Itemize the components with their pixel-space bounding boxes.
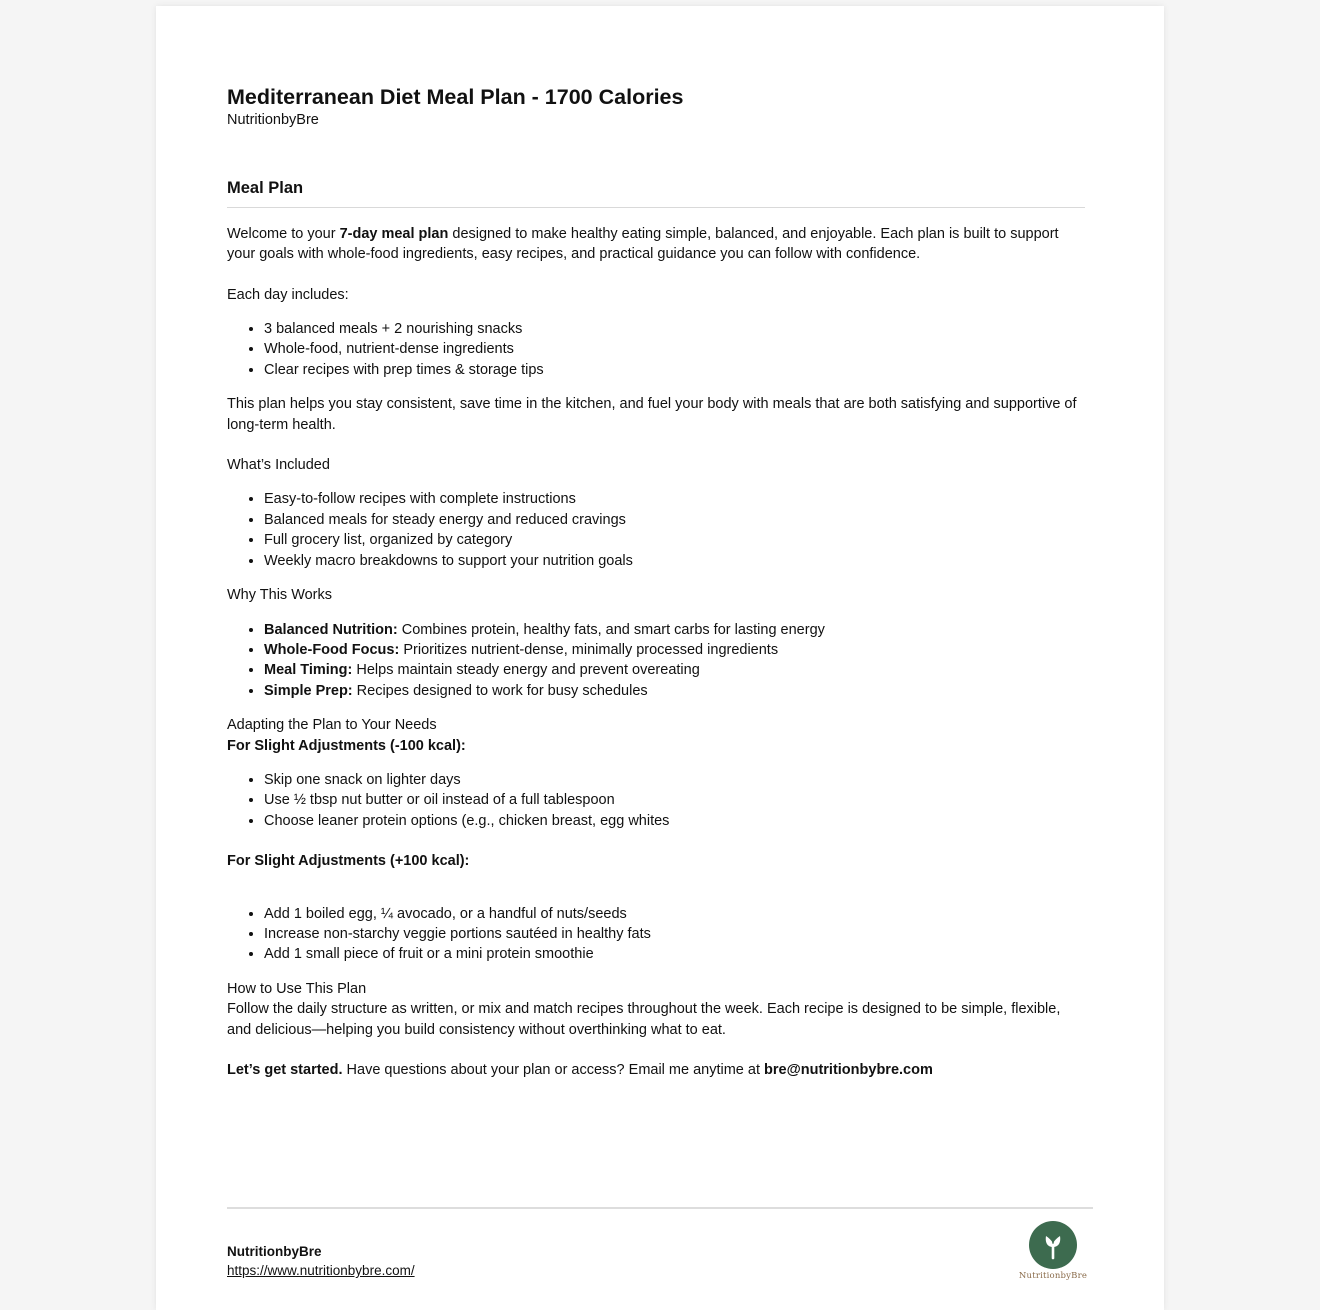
list-item: • Increase non-starchy veggie portions sautéed in healthy fats (264, 924, 1085, 944)
how-to-use-paragraph: Follow the daily structure as written, or mix and match recipes throughout the week. Each recipe is designed to be simple, flexible, and delicious—helping you build consistency without overthinking what to eat. (227, 1001, 1061, 1038)
document-page (156, 6, 1164, 1310)
minus-adjustments-heading-text: For Slight Adjustments (-100 kcal): (227, 737, 466, 754)
list-item: • Full grocery list, organized by category (264, 530, 1085, 550)
footer-website-link[interactable]: https://www.nutritionbybre.com/ (227, 1263, 415, 1278)
footer-info (227, 1242, 415, 1280)
why-works-label: Why This Works (227, 587, 333, 604)
footer-divider (227, 1207, 1093, 1209)
whats-included-list (227, 489, 1085, 571)
list-item: • Choose leaner protein options (e.g., chicken breast, egg whites (264, 811, 1085, 831)
list-item: • Clear recipes with prep times & storage tips (264, 360, 1085, 380)
plus-adjustments-list (227, 904, 1085, 965)
list-item: • Whole-food, nutrient-dense ingredients (264, 339, 1085, 359)
logo-circle (1029, 1221, 1077, 1269)
list-item-desc: Helps maintain steady energy and prevent overeating (352, 662, 700, 679)
fork-leaf-icon (1038, 1230, 1068, 1260)
intro-bold-text: 7-day meal plan (339, 225, 449, 242)
intro-paragraph (227, 224, 1085, 265)
brand-logo (1006, 1221, 1100, 1283)
intro-text-start: Welcome to your (227, 225, 340, 242)
list-item: • Add 1 boiled egg, ¼ avocado, or a handful of nuts/seeds (264, 904, 1085, 924)
list-item-term: Meal Timing: (264, 662, 353, 679)
list-item (264, 620, 1085, 640)
footer-brand: NutritionbyBre (227, 1244, 322, 1259)
adapting-label: Adapting the Plan to Your Needs (227, 717, 437, 734)
list-item-desc: Recipes designed to work for busy schedules (352, 682, 648, 699)
plus-adjustments-heading-text: For Slight Adjustments (+100 kcal): (227, 853, 470, 870)
document-author: NutritionbyBre (227, 112, 319, 128)
document-title: Mediterranean Diet Meal Plan - 1700 Calories (227, 85, 684, 109)
section-heading-meal-plan: Meal Plan (227, 178, 1085, 207)
intro-text-end: designed to make healthy eating simple, balanced, and enjoyable. Each plan is built to support your goals with whole-food ingredients, easy recipes, and practical guidance you can follow with confidence. (227, 225, 1059, 263)
list-item (264, 681, 1085, 701)
contact-email[interactable]: bre@nutritionbybre.com (764, 1062, 933, 1078)
list-item-term: Simple Prep: (264, 682, 353, 699)
list-item: • Skip one snack on lighter days (264, 770, 1085, 790)
each-day-label: Each day includes: (227, 286, 349, 303)
minus-adjustments-heading (227, 736, 1085, 756)
list-item: • Use ½ tbsp nut butter or oil instead of a full tablespoon (264, 790, 1085, 810)
list-item-desc: Combines protein, healthy fats, and smart carbs for lasting energy (397, 621, 825, 638)
list-item: • 3 balanced meals + 2 nourishing snacks (264, 319, 1085, 339)
cta-paragraph (227, 1060, 1085, 1080)
document-body (227, 84, 1085, 1080)
plus-adjustments-heading (227, 851, 1085, 871)
cta-bold-text: Let’s get started. (227, 1062, 343, 1078)
how-to-use-label: How to Use This Plan (227, 980, 367, 997)
list-item-desc: Prioritizes nutrient-dense, minimally processed ingredients (399, 641, 779, 658)
list-item (264, 660, 1085, 680)
list-item-term: Whole-Food Focus: (264, 641, 400, 658)
cta-text: Have questions about your plan or access? Email me anytime at (342, 1062, 765, 1078)
list-item: • Add 1 small piece of fruit or a mini protein smoothie (264, 944, 1085, 964)
list-item: • Weekly macro breakdowns to support your nutrition goals (264, 551, 1085, 571)
list-item (264, 640, 1085, 660)
logo-wordmark: NutritionbyBre (1018, 1271, 1088, 1281)
minus-adjustments-list (227, 770, 1085, 831)
why-works-list (227, 620, 1085, 702)
list-item-term: Balanced Nutrition: (264, 621, 398, 638)
whats-included-label: What’s Included (227, 457, 330, 474)
consistency-paragraph: This plan helps you stay consistent, save time in the kitchen, and fuel your body with meals that are both satisfying and supportive of long-term health. (227, 396, 1077, 433)
list-item: • Easy-to-follow recipes with complete instructions (264, 489, 1085, 509)
list-item: • Balanced meals for steady energy and reduced cravings (264, 510, 1085, 530)
each-day-list (227, 319, 1085, 380)
